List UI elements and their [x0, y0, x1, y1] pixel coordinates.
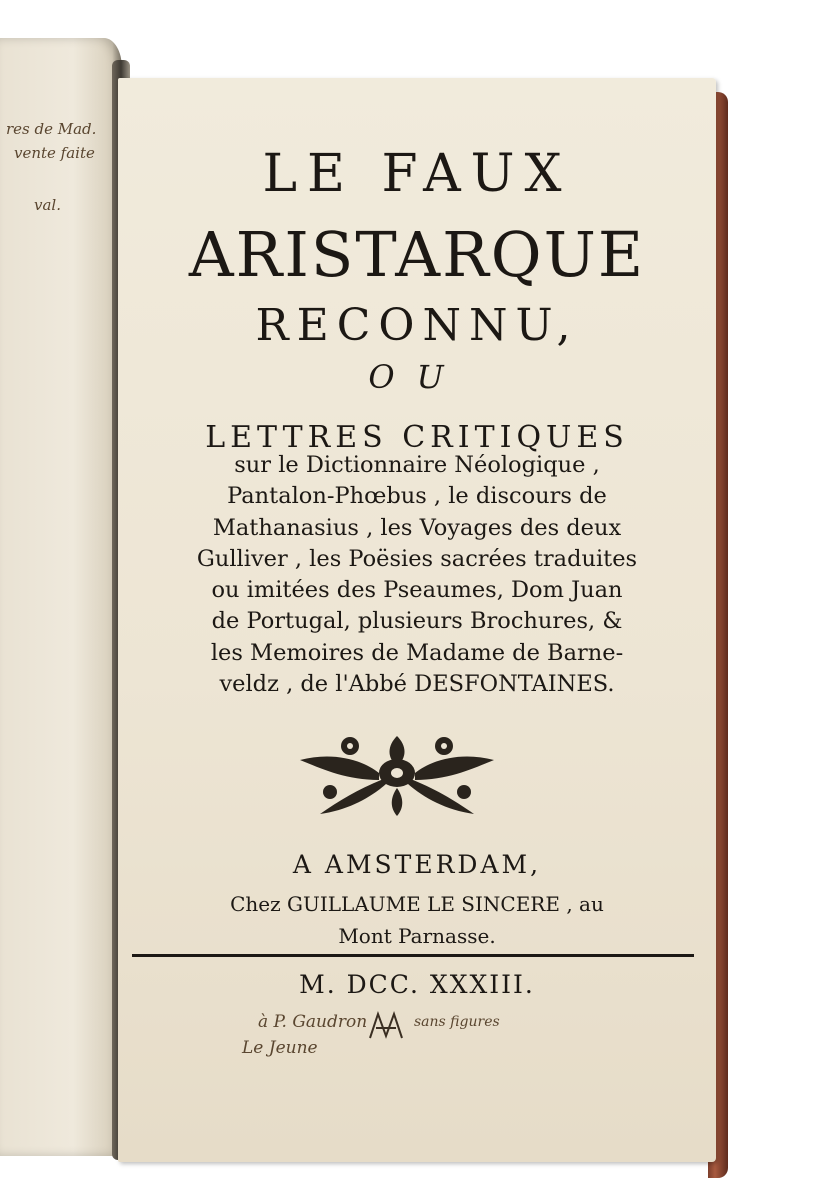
subtitle-line: Mathanasius , les Voyages des deux — [212, 514, 622, 541]
subtitle-line: Pantalon-Phœbus , le discours de — [227, 483, 607, 510]
title-page — [118, 78, 716, 1162]
subtitle-line: veldz , de l'Abbé DESFONTAINES. — [219, 671, 615, 698]
floral-ornament-icon — [290, 728, 504, 818]
title-line-3: RECONNU, — [255, 300, 579, 351]
subtitle-line: ou imitées des Pseaumes, Dom Juan — [211, 577, 623, 604]
subtitle-line: sur le Dictionnaire Néologique , — [234, 452, 600, 478]
subtitle-line: de Portugal, plusieurs Brochures, & — [211, 608, 623, 635]
handwritten-note-2: Le Jeune — [242, 1038, 318, 1058]
title-line-2: ARISTARQUE — [188, 218, 646, 291]
left-page — [0, 38, 122, 1156]
subtitle-heading: LETTRES CRITIQUES — [205, 420, 629, 455]
subtitle-text — [118, 450, 716, 700]
monogram-signature-icon — [366, 1008, 406, 1044]
handwritten-note-left-3: val. — [34, 196, 61, 214]
imprint-place: Mont Parnasse. — [338, 924, 496, 948]
handwritten-note-left-2: vente faite — [14, 144, 95, 162]
imprint-publisher: Chez GUILLAUME LE SINCERE , au — [230, 892, 604, 916]
title-ou: OU — [368, 358, 466, 396]
imprint-city: A AMSTERDAM, — [292, 850, 542, 879]
subtitle-line: les Memoires de Madame de Barne- — [210, 639, 624, 666]
title-line-1: LE FAUX — [262, 144, 572, 204]
handwritten-note-left-1: res de Mad. — [6, 120, 97, 138]
publication-date: M. DCC. XXXIII. — [299, 970, 535, 999]
handwritten-note-3: sans figures — [414, 1014, 500, 1030]
handwritten-note-1: à P. Gaudron — [258, 1012, 368, 1032]
subtitle-line: Gulliver , les Poësies sacrées traduites — [196, 545, 638, 572]
divider-rule — [132, 954, 694, 957]
